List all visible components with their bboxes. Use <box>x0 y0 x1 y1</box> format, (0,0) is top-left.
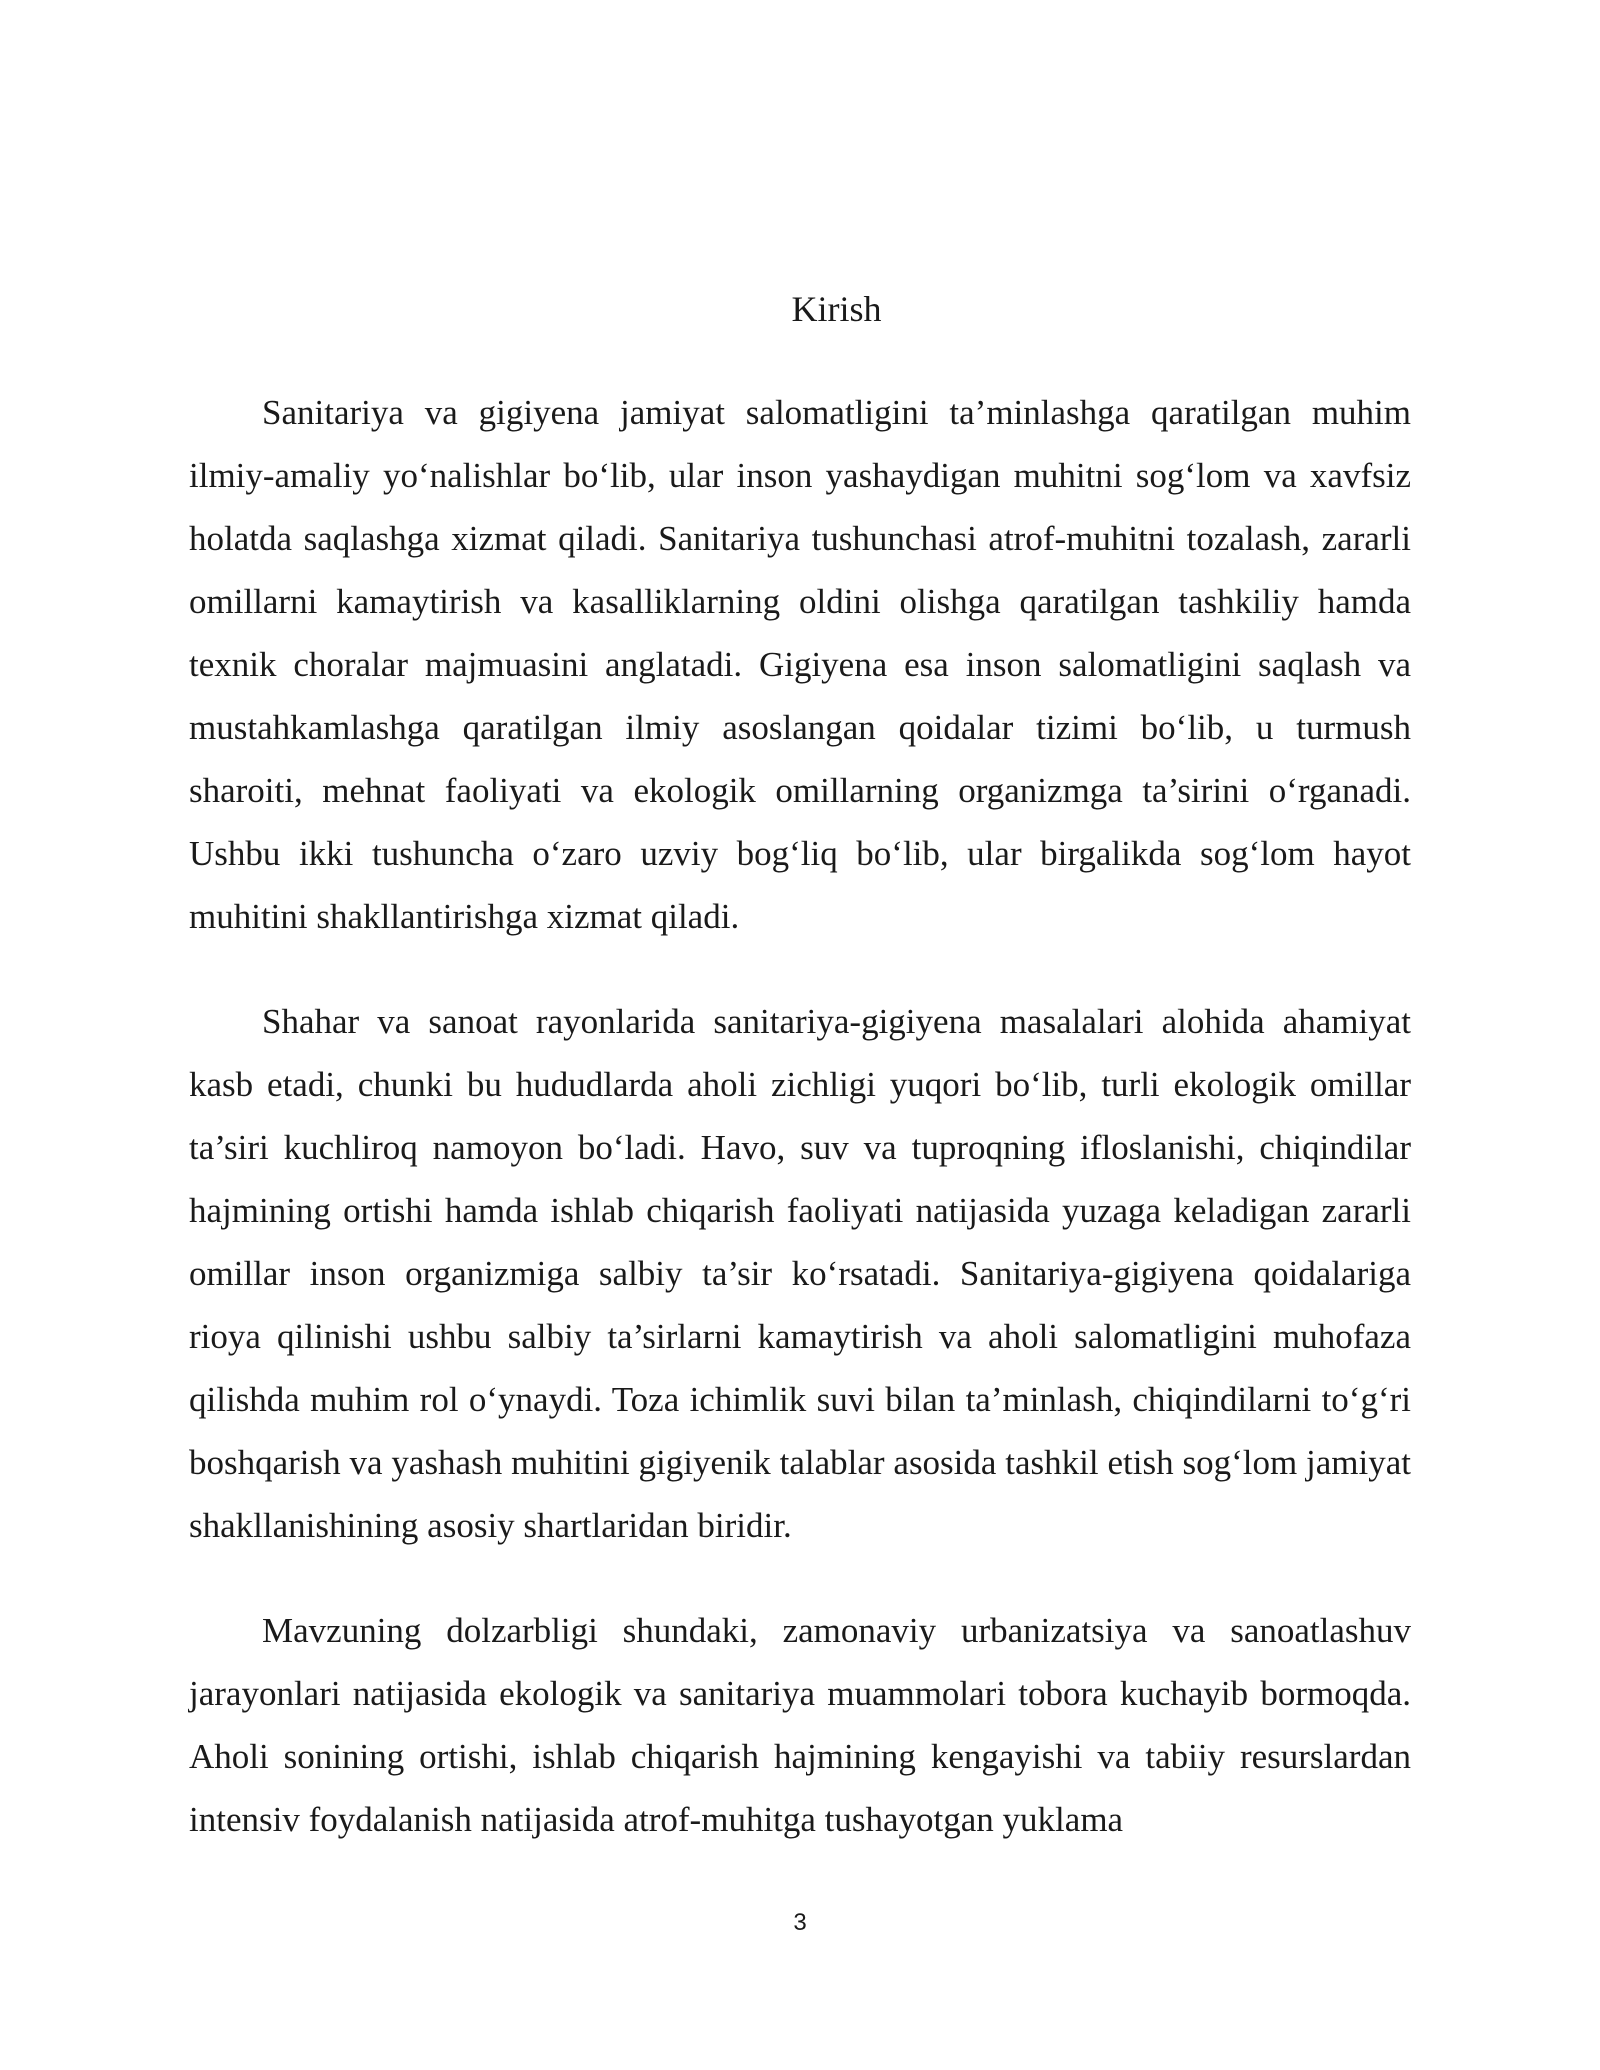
page-number: 3 <box>793 1909 807 1936</box>
paragraph-2: Shahar va sanoat rayonlarida sanitariya-gigiyena masalalari alohida ahamiyat kasb etadi, chunki bu hududlarda aholi zichligi yuqori bo‘lib, turli ekologik omillar ta’siri kuchliroq namoyon bo‘ladi. Havo, suv va tuproqning ifloslanishi, chiqindilar hajmining ortishi hamda ishlab chiqarish faoliyati natijasida yuzaga keladigan zararli omillar inson organizmiga salbiy ta’sir ko‘rsatadi. Sanitariya-gigiyena qoidalariga rioya qilinishi ushbu salbiy ta’sirlarni kamaytirish va aholi salomatligini muhofaza qilishda muhim rol o‘ynaydi. Toza ichimlik suvi bilan ta’minlash, chiqindilarni to‘g‘ri boshqarish va yashash muhitini gigiyenik talablar asosida tashkil etish sog‘lom jamiyat shakllanishining asosiy shartlaridan biridir. <box>189 1002 1411 1545</box>
section-title: Kirish <box>791 289 882 329</box>
body-text <box>189 381 1411 1851</box>
paragraph-1: Sanitariya va gigiyena jamiyat salomatligini ta’minlashga qaratilgan muhim ilmiy-amaliy yo‘nalishlar bo‘lib, ular inson yashaydigan muhitni sog‘lom va xavfsiz holatda saqlashga xizmat qiladi. Sanitariya tushunchasi atrof-muhitni tozalash, zararli omillarni kamaytirish va kasalliklarning oldini olishga qaratilgan tashkiliy hamda texnik choralar majmuasini anglatadi. Gigiyena esa inson salomatligini saqlash va mustahkamlashga qaratilgan ilmiy asoslangan qoidalar tizimi bo‘lib, u turmush sharoiti, mehnat faoliyati va ekologik omillarning organizmga ta’sirini o‘rganadi. Ushbu ikki tushuncha o‘zaro uzviy bog‘liq bo‘lib, ular birgalikda sog‘lom hayot muhitini shakllantirishga xizmat qiladi. <box>189 393 1411 936</box>
paragraph-3: Mavzuning dolzarbligi shundaki, zamonaviy urbanizatsiya va sanoatlashuv jarayonlari natijasida ekologik va sanitariya muammolari tobora kuchayib bormoqda. Aholi sonining ortishi, ishlab chiqarish hajmining kengayishi va tabiiy resurslardan intensiv foydalanish natijasida atrof-muhitga tushayotgan yuklama <box>189 1611 1411 1839</box>
